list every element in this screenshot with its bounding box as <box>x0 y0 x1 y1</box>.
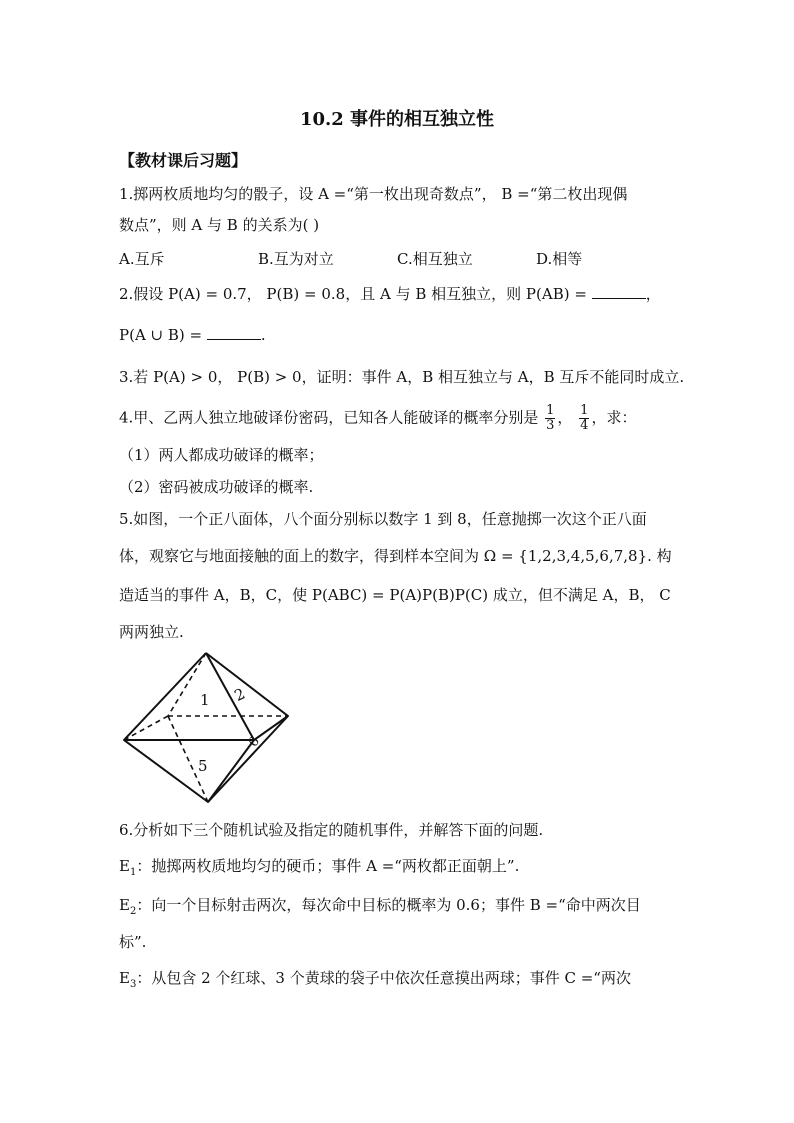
q1-option-b: B.互为对立 <box>258 250 334 268</box>
q1-option-d: D.相等 <box>536 250 583 268</box>
q4-fraction-1 <box>545 404 555 433</box>
q5-line3: 造适当的事件 A，B，C，使 P(ABC) = P(A)P(B)P(C) 成立，但不满足 A，B， C <box>119 586 671 604</box>
face-label-2: 2 <box>231 684 248 705</box>
q1-line1: 1.掷两枚质地均匀的骰子，设 A =“第一枚出现奇数点”， B =“第二枚出现偶 <box>119 185 628 203</box>
e3-sub: 3 <box>129 979 137 990</box>
q2-line1 <box>119 284 661 304</box>
q1-option-a: A.互斥 <box>119 250 165 268</box>
q4-fraction-2-den: 4 <box>580 418 589 433</box>
face-label-5: 5 <box>198 757 208 775</box>
section-heading: 【教材课后习题】 <box>119 151 248 170</box>
octahedron-hidden-edge-1 <box>124 716 168 740</box>
q6-e3 <box>119 968 631 995</box>
q6-e1 <box>119 856 519 883</box>
q6-e2-line1 <box>119 895 641 922</box>
octahedron-edge-front-top <box>206 653 254 740</box>
q4-sub2: （2）密码被成功破译的概率. <box>119 478 314 496</box>
e1-sub: 1 <box>129 867 137 878</box>
q4-fraction-1-den: 3 <box>546 418 555 433</box>
q2-line1-end: ， <box>645 285 661 303</box>
q2-blank-1 <box>592 284 646 299</box>
q4-line1-end: ，求： <box>591 408 637 427</box>
octahedron-edge-equator-right <box>254 716 288 740</box>
q5-line2: 体，观察它与地面接触的面上的数字，得到样本空间为 Ω = {1,2,3,4,5,6,7,8}. 构 <box>119 547 672 565</box>
q4-fraction-2 <box>579 404 589 433</box>
e3-letter: E <box>119 969 130 987</box>
q4-line1: 4.甲、乙两人独立地破译份密码，已知各人能破译的概率分别是 $\frac{1}{3}$ ， $\frac{1}{4}$ ，求： <box>119 403 637 433</box>
octahedron-figure <box>118 648 294 808</box>
q2-line2: P(A ∪ B) = . <box>119 326 266 344</box>
q4-fraction-2-num: 1 <box>580 403 589 418</box>
octahedron-outline <box>124 653 288 802</box>
q1-line2: 数点”，则 A 与 B 的关系为( ) <box>119 216 320 234</box>
octahedron-edge-front-bottom <box>208 740 254 802</box>
e2-letter: E <box>119 896 130 914</box>
q4-fraction-1-num: 1 <box>546 403 555 418</box>
e1-letter: E <box>119 857 130 875</box>
q6-line1: 6.分析如下三个随机试验及指定的随机事件，并解答下面的问题. <box>119 821 544 839</box>
q2-line1-text: 2.假设 P(A) = 0.7， P(B) = 0.8，且 A 与 B 相互独立，则 P(AB) = <box>119 285 587 303</box>
e2-text: ：向一个目标射击两次，每次命中目标的概率为 0.6；事件 B =“命中两次目 <box>136 896 641 914</box>
q2-blank-2 <box>207 325 261 340</box>
e2-sub: 2 <box>129 906 137 917</box>
q4-sub1: （1）两人都成功破译的概率； <box>119 446 324 464</box>
face-label-6: 6 <box>245 734 264 750</box>
q2-line2-text: P(A ∪ B) = <box>119 326 203 344</box>
face-label-1: 1 <box>200 691 210 709</box>
q4-line1-text: 4.甲、乙两人独立地破译份密码，已知各人能破译的概率分别是 <box>119 408 539 427</box>
q1-option-c: C.相互独立 <box>397 250 473 268</box>
q5-line1: 5.如图，一个正八面体，八个面分别标以数字 1 到 8，任意抛掷一次这个正八面 <box>119 510 647 528</box>
e1-text: ：抛掷两枚质地均匀的硬币；事件 A =“两枚都正面朝上”. <box>136 857 520 875</box>
q3-line: 3.若 P(A) > 0， P(B) > 0，证明：事件 A，B 相互独立与 A，B 互斥不能同时成立. <box>119 368 685 386</box>
page-title: 10.2 事件的相互独立性 <box>299 109 495 130</box>
q6-e2-line2: 标”. <box>119 933 147 951</box>
q5-line4: 两两独立. <box>119 623 184 641</box>
e3-text: ：从包含 2 个红球、3 个黄球的袋子中依次任意摸出两球；事件 C =“两次 <box>136 969 631 987</box>
